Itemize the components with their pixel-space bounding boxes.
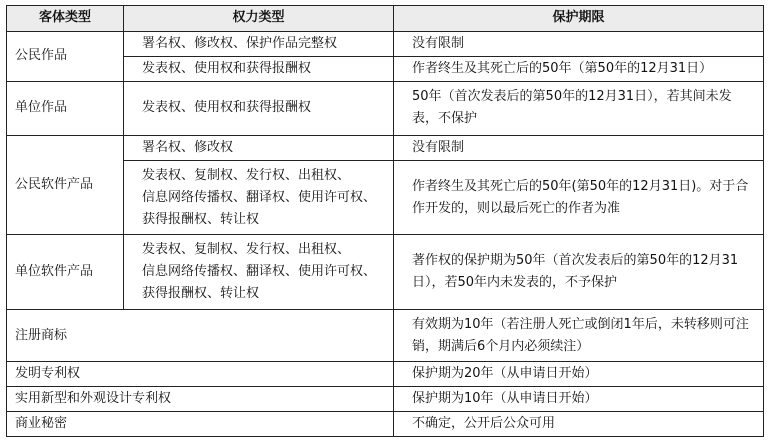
rights-cell: 署名权、修改权	[124, 135, 394, 160]
period-cell	[394, 81, 764, 135]
header-right-type: 权力类型	[124, 6, 394, 32]
object-utility-design-patent: 实用新型和外观设计专利权	[7, 387, 394, 412]
period-cell: 保护期为10年（从申请日开始）	[394, 387, 764, 412]
object-trademark: 注册商标	[7, 310, 394, 362]
rights-cell: 署名权、修改权、保护作品完整权	[124, 31, 394, 56]
table-row	[7, 31, 764, 56]
object-unit-software: 单位软件产品	[7, 235, 124, 310]
header-object-type: 客体类型	[7, 6, 124, 32]
period-text: 著作权的保护期为50年（首次发表后的第50年的12月31日），若50年内未发表的，不予保护	[412, 253, 739, 291]
table-row	[7, 235, 764, 310]
table-row	[7, 310, 764, 362]
object-trade-secret: 商业秘密	[7, 412, 394, 437]
period-cell: 没有限制	[394, 31, 764, 56]
period-cell	[394, 235, 764, 310]
header-row	[7, 6, 764, 32]
rights-line: 信息网络传播权、翻译权、使用许可权、	[142, 189, 377, 205]
rights-cell: 发表权、使用权和获得报酬权	[124, 56, 394, 81]
period-cell: 没有限制	[394, 135, 764, 160]
period-text: 有效期为10年（若注册人死亡或倒闭1年后，未转移则可注销，期满后6个月内必须续注）	[412, 316, 749, 354]
rights-line: 发表权、复制权、发行权、出租权、	[142, 167, 351, 183]
table-row	[7, 362, 764, 387]
object-citizen-work: 公民作品	[7, 31, 124, 81]
rights-line: 获得报酬权、转让权	[142, 211, 260, 227]
period-cell: 不确定，公开后公众可用	[394, 412, 764, 437]
rights-line: 获得报酬权、转让权	[142, 286, 260, 302]
object-invention-patent: 发明专利权	[7, 362, 394, 387]
period-text: 作者终生及其死亡后的50年(第50年的12月31日)。对于合作开发的，则以最后死亡的作者为准	[412, 178, 749, 216]
rights-cell	[124, 160, 394, 235]
rights-cell	[124, 235, 394, 310]
rights-cell: 发表权、使用权和获得报酬权	[124, 81, 394, 135]
period-cell	[394, 310, 764, 362]
object-unit-work: 单位作品	[7, 81, 124, 135]
period-cell: 保护期为20年（从申请日开始）	[394, 362, 764, 387]
period-cell: 作者终生及其死亡后的50年（第50年的12月31日）	[394, 56, 764, 81]
table-row	[7, 412, 764, 437]
period-cell	[394, 160, 764, 235]
table-row	[7, 81, 764, 135]
header-protection-period: 保护期限	[394, 6, 764, 32]
object-citizen-software: 公民软件产品	[7, 135, 124, 235]
ip-protection-table	[6, 5, 764, 437]
table-row	[7, 387, 764, 412]
rights-line: 信息网络传播权、翻译权、使用许可权、	[142, 264, 377, 280]
rights-line: 发表权、复制权、发行权、出租权、	[142, 242, 351, 258]
period-text: 50年（首次发表后的第50年的12月31日），若其间未发表，不保护	[412, 89, 732, 127]
table-row	[7, 135, 764, 160]
